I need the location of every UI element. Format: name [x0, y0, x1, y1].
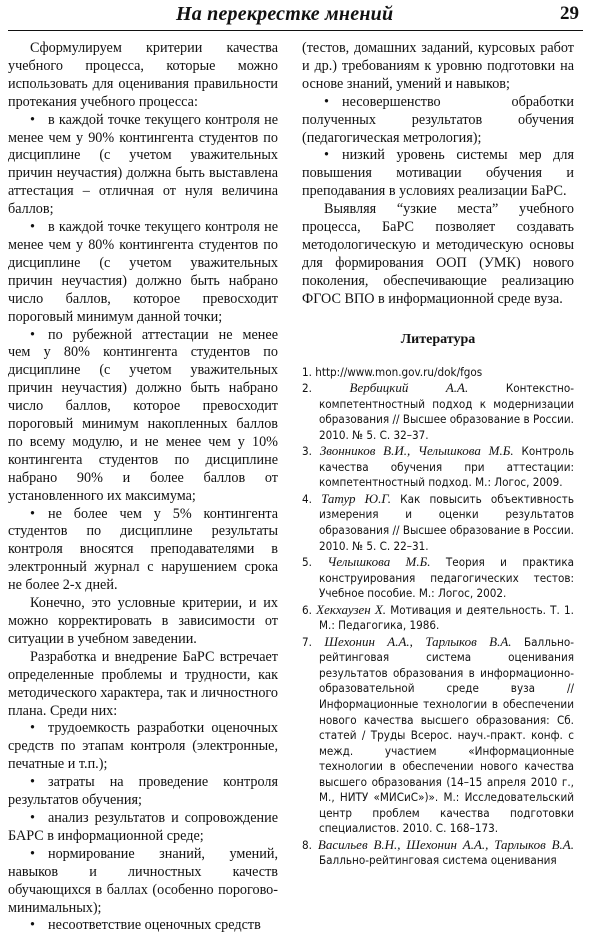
bullet-item: • по рубежной аттестации не менее чем у 80% контингента студентов по дисциплине (с учетом уважительных причин неучастия) должно быть набрано число баллов, которое превосходит пороговый минимум накопленных баллов по всему модулю, и не менее чем у 10% контингента студентов по дисциплине набрано 90% и более баллов от установленного их максимума; [8, 326, 278, 504]
section-title: На перекрестке мнений [176, 3, 394, 25]
bullet-icon: • [30, 845, 35, 862]
bullet-icon: • [30, 111, 35, 128]
bullet-icon: • [30, 809, 35, 826]
bullet-item: • несовершенство обработки полученных результатов обучения (педагогическая метрология); [302, 93, 574, 146]
reference-item: 6. Хекхаузен Х. Мотивация и деятельность. Т. 1. М.: Педагогика, 1986. [302, 601, 574, 633]
running-header [8, 0, 583, 31]
paragraph: Конечно, это условные критерии, и их можно корректировать в зависимости от ситуации в учебном заведении. [8, 595, 278, 647]
bullet-icon: • [324, 147, 329, 164]
bullet-icon: • [324, 93, 329, 110]
bullet-item: • трудоемкость разработки оценочных средств по этапам контроля (электронные, печатные и т.п.); [8, 720, 278, 773]
bullet-item: • затраты на проведение контроля результатов обучения; [8, 774, 278, 809]
bullet-item: • нормирование знаний, умений, навыков и личностных качеств обучающихся в баллах (особенно порогово-минимальных); [8, 845, 278, 916]
reference-item: 3. Звонников В.И., Челышкова М.Б. Контроль качества обучения при аттестации: компетентностный подход. М.: Логос, 2009. [302, 443, 574, 490]
bullet-icon: • [30, 720, 35, 737]
right-column [302, 40, 574, 869]
reference-item: 2. Вербицкий А.А. Контекстно-компетентностный подход к модернизации образования // Высшее образование в России. 2010. № 5. С. 32–37. [302, 380, 574, 442]
reference-item: 8. Васильев В.Н., Шехонин А.А., Тарлыков В.А. Балльно-рейтинговая система оценивания [302, 836, 574, 868]
bullet-icon: • [30, 917, 35, 934]
paragraph: Выявляя “узкие места” учебного процесса, БаРС позволяет создавать методологическую и методическую основы для формирования ООП (УМК) нового поколения, обеспечивающие реализацию ФГОС ВПО в информационной среде вуза. [302, 201, 574, 307]
literature-heading: Литература [400, 331, 476, 347]
bullet-icon: • [30, 505, 35, 522]
reference-list [302, 365, 574, 870]
bullet-item: • в каждой точке текущего контроля не менее чем у 90% контингента студентов по дисциплине (с учетом уважительных причин неучастия) должна быть выставлена аттестация – отличная от нуля величина баллов; [8, 111, 278, 218]
bullet-item: • несоответствие оценочных средств [30, 917, 261, 934]
bullet-icon: • [30, 774, 35, 791]
bullet-item: • в каждой точке текущего контроля не менее чем у 80% контингента студентов по дисциплине (с учетом уважительных причин неучастия) должно быть набрано число баллов, которое превосходит пороговый минимум данной точки; [8, 219, 278, 325]
reference-item: 4. Татур Ю.Г. Как повысить объективность измерения и оценки результатов образования // Высшее образование в России. 2010. № 5. С. 22–31. [302, 490, 574, 553]
bullet-icon: • [30, 326, 35, 343]
bullet-item: • низкий уровень системы мер для повышения мотивации обучения и преподавания в условиях реализации БаРС. [302, 147, 574, 200]
bullet-item: • анализ результатов и сопровождение БАРС в информационной среде; [8, 809, 278, 844]
reference-item: 5. Челышкова М.Б. Теория и практика конструирования педагогических тестов: Учебное пособие. М.: Логос, 2002. [302, 554, 575, 601]
reference-item: 1. http://www.mon.gov.ru/dok/fgos [302, 364, 483, 379]
bullet-item: • не более чем у 5% контингента студентов по дисциплине результаты контроля вносятся преподавателями в электронный журнал с нарушением срока не более 2-х дней. [8, 505, 278, 594]
bullet-icon: • [30, 219, 35, 236]
reference-item: 7. Шехонин А.А., Тарлыков В.А. Балльно-рейтинговая система оценивания результатов образования в информационно-образовательной среде вуза // Информационные технологии в обеспечении нового качества высшего образования: Сб. статей / Труды Всерос. науч.-практ. конф. с межд. участием «Информационные технологии в обеспечении нового качества высшего образования (14–15 апреля 2010 г., М., НИТУ «МИСиС»)». М.: Исследовательский центр проблем качества подготовки специалистов. 2010. С. 168–173. [302, 633, 575, 836]
paragraph: Сформулируем критерии качества учебного процесса, которые можно использовать для оценивания правильности протекания учебного процесса: [8, 40, 278, 110]
paragraph: Разработка и внедрение БаРС встречает определенные проблемы и трудности, как методического характера, так и личностного плана. Среди них: [8, 648, 278, 719]
page-number: 29 [560, 3, 579, 24]
paragraph-continuation: (тестов, домашних заданий, курсовых работ и др.) требованиям к уровню подготовки на основе знаний, умений и навыков; [302, 40, 574, 92]
left-column [8, 40, 278, 935]
